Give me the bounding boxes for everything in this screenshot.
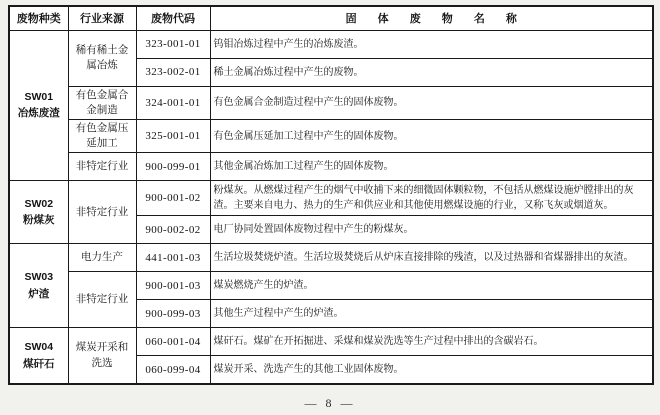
waste-code-cell: 441-001-03: [136, 244, 210, 272]
table-header: [9, 6, 653, 30]
industry-cell: 非特定行业: [68, 153, 136, 181]
category-code: SW02: [24, 197, 54, 210]
waste-name-cell: 粉煤灰。从燃煤过程产生的烟气中收捕下来的细微固体颗粒物，不包括从燃煤设施炉膛排出的灰渣。主要来自电力、热力的生产和供应业和其他使用燃煤设施的行业，又称飞灰或烟道灰。: [210, 181, 653, 216]
col-header-code: 废物代码: [136, 6, 210, 30]
industry-cell: 有色金属压延加工: [68, 119, 136, 152]
waste-code-cell: 060-099-04: [136, 356, 210, 384]
waste-classification-table: [8, 5, 654, 385]
category-cell: [9, 30, 68, 181]
category-code: SW03: [24, 271, 54, 284]
waste-code-cell: 900-099-03: [136, 300, 210, 328]
waste-name-cell: 其他金属冶炼加工过程产生的固体废物。: [210, 153, 653, 181]
waste-name-cell: 生活垃圾焚烧炉渣。生活垃圾焚烧后从炉床直接排除的残渣，以及过热器和省煤器排出的灰渣。: [210, 244, 653, 272]
waste-code-cell: 324-001-01: [136, 86, 210, 119]
waste-name-cell: 煤炭燃烧产生的炉渣。: [210, 272, 653, 300]
waste-code-cell: 323-002-01: [136, 58, 210, 86]
category-label: 炉渣: [28, 287, 50, 300]
waste-name-cell: 其他生产过程中产生的炉渣。: [210, 300, 653, 328]
col-header-industry: 行业来源: [68, 6, 136, 30]
waste-code-cell: 900-002-02: [136, 216, 210, 244]
header-row: [9, 6, 653, 30]
table-row: [9, 181, 653, 216]
table-row: [9, 119, 653, 152]
table-row: [9, 153, 653, 181]
waste-code-cell: 900-001-02: [136, 181, 210, 216]
col-header-name: 固 体 废 物 名 称: [210, 6, 653, 30]
waste-table-body: [9, 30, 653, 384]
industry-cell: 有色金属合金制造: [68, 86, 136, 119]
category-label: 煤矸石: [23, 357, 55, 370]
table-row: [9, 328, 653, 356]
category-code: SW04: [24, 340, 54, 353]
industry-cell: 电力生产: [68, 244, 136, 272]
category-label: 冶炼废渣: [17, 107, 60, 120]
table-row: [9, 30, 653, 58]
category-code: SW01: [24, 90, 54, 103]
category-cell: [9, 244, 68, 328]
waste-code-cell: 060-001-04: [136, 328, 210, 356]
waste-name-cell: 有色金属压延加工过程中产生的固体废物。: [210, 119, 653, 152]
waste-name-cell: 有色金属合金制造过程中产生的固体废物。: [210, 86, 653, 119]
industry-cell: 非特定行业: [68, 272, 136, 328]
page-number: — 8 —: [304, 396, 356, 410]
waste-name-cell: 钨钼冶炼过程中产生的冶炼废渣。: [210, 30, 653, 58]
industry-cell: 非特定行业: [68, 181, 136, 244]
industry-cell: 煤炭开采和洗选: [68, 328, 136, 384]
waste-code-cell: 900-001-03: [136, 272, 210, 300]
waste-name-cell: 煤矸石。煤矿在开拓掘进、采煤和煤炭洗选等生产过程中排出的含碳岩石。: [210, 328, 653, 356]
table-row: [9, 244, 653, 272]
table-row: [9, 86, 653, 119]
waste-code-cell: 325-001-01: [136, 119, 210, 152]
waste-code-cell: 900-099-01: [136, 153, 210, 181]
category-cell: [9, 328, 68, 384]
waste-code-cell: 323-001-01: [136, 30, 210, 58]
col-header-category: 废物种类: [9, 6, 68, 30]
waste-name-cell: 煤炭开采、洗选产生的其他工业固体废物。: [210, 356, 653, 384]
category-label: 粉煤灰: [23, 214, 55, 227]
industry-cell: 稀有稀土金属冶炼: [68, 30, 136, 86]
waste-name-cell: 电厂协同处置固体废物过程中产生的粉煤灰。: [210, 216, 653, 244]
waste-name-cell: 稀土金属冶炼过程中产生的废物。: [210, 58, 653, 86]
table-row: [9, 272, 653, 300]
category-cell: [9, 181, 68, 244]
